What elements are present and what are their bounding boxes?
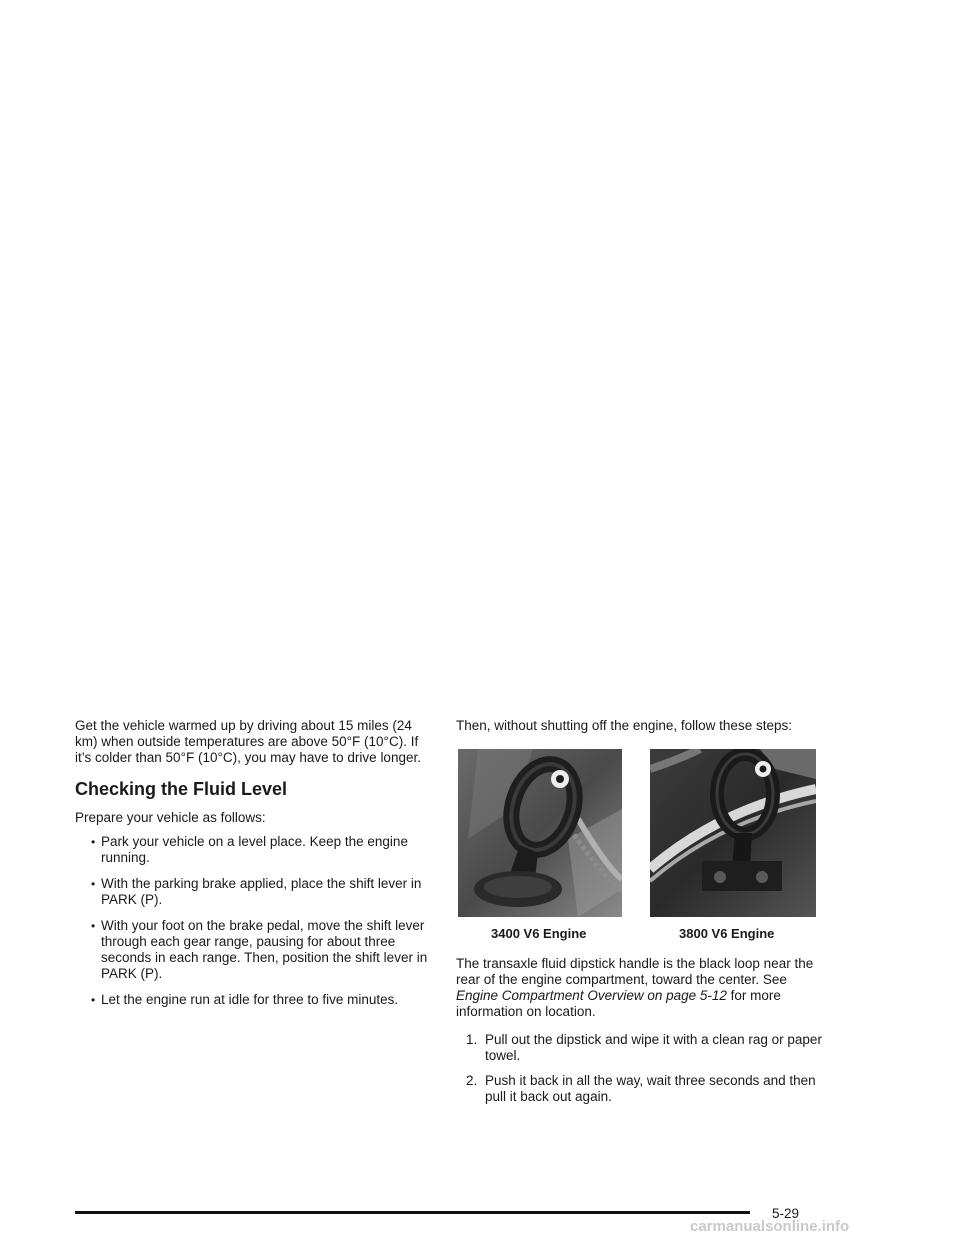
figure-caption-3400: 3400 V6 Engine (491, 926, 587, 941)
dipstick-text-1: The transaxle fluid dipstick handle is the black loop near the rear of the engine compartment, toward the center. See (456, 956, 814, 987)
bullet-item: • Park your vehicle on a level place. Keep the engine running. (101, 834, 435, 866)
dipstick-handle-photo-icon (650, 749, 816, 917)
cross-reference-link[interactable]: Engine Compartment Overview on page 5-12 (456, 988, 727, 1003)
step-item (456, 1073, 828, 1105)
bullet-item: • Let the engine run at idle for three to five minutes. (101, 992, 435, 1008)
prep-bullet-list (75, 834, 435, 1008)
prep-paragraph: Prepare your vehicle as follows: (75, 810, 266, 825)
bullet-item: • With your foot on the brake pedal, move the shift lever through each gear range, pausing for about three seconds in each range. Then, position the shift lever in PARK (P). (101, 918, 435, 982)
right-column (456, 718, 828, 1114)
section-heading: Checking the Fluid Level (75, 779, 288, 799)
watermark: carmanualsonline.info (690, 1218, 850, 1235)
dipstick-photo-3400 (458, 749, 622, 917)
steps-intro-paragraph: Then, without shutting off the engine, follow these steps: (456, 718, 792, 733)
step-number: 2. (466, 1073, 478, 1088)
step-text: Push it back in all the way, wait three seconds and then pull it back out again. (485, 1073, 816, 1104)
dipstick-handle-photo-icon (458, 749, 622, 917)
left-column (75, 718, 435, 1018)
bullet-item: • With the parking brake applied, place the shift lever in PARK (P). (101, 876, 435, 908)
intro-paragraph: Get the vehicle warmed up by driving about 15 miles (24 km) when outside temperatures are above 50°F (10°C). If it’s colder than 50°F (10°C), you may have to drive longer. (75, 718, 421, 765)
footer-rule (75, 1211, 750, 1214)
engine-figures (456, 749, 828, 941)
page-number: 5-29 (772, 1206, 800, 1221)
steps-list (456, 1032, 828, 1105)
dipstick-text-2: for more information on location. (456, 988, 781, 1019)
step-text: Pull out the dipstick and wipe it with a clean rag or paper towel. (485, 1032, 822, 1063)
step-item (456, 1032, 828, 1064)
dipstick-photo-3800 (650, 749, 816, 917)
step-number: 1. (466, 1032, 478, 1047)
dipstick-location-paragraph (456, 956, 828, 1020)
figure-caption-3800: 3800 V6 Engine (679, 926, 775, 941)
